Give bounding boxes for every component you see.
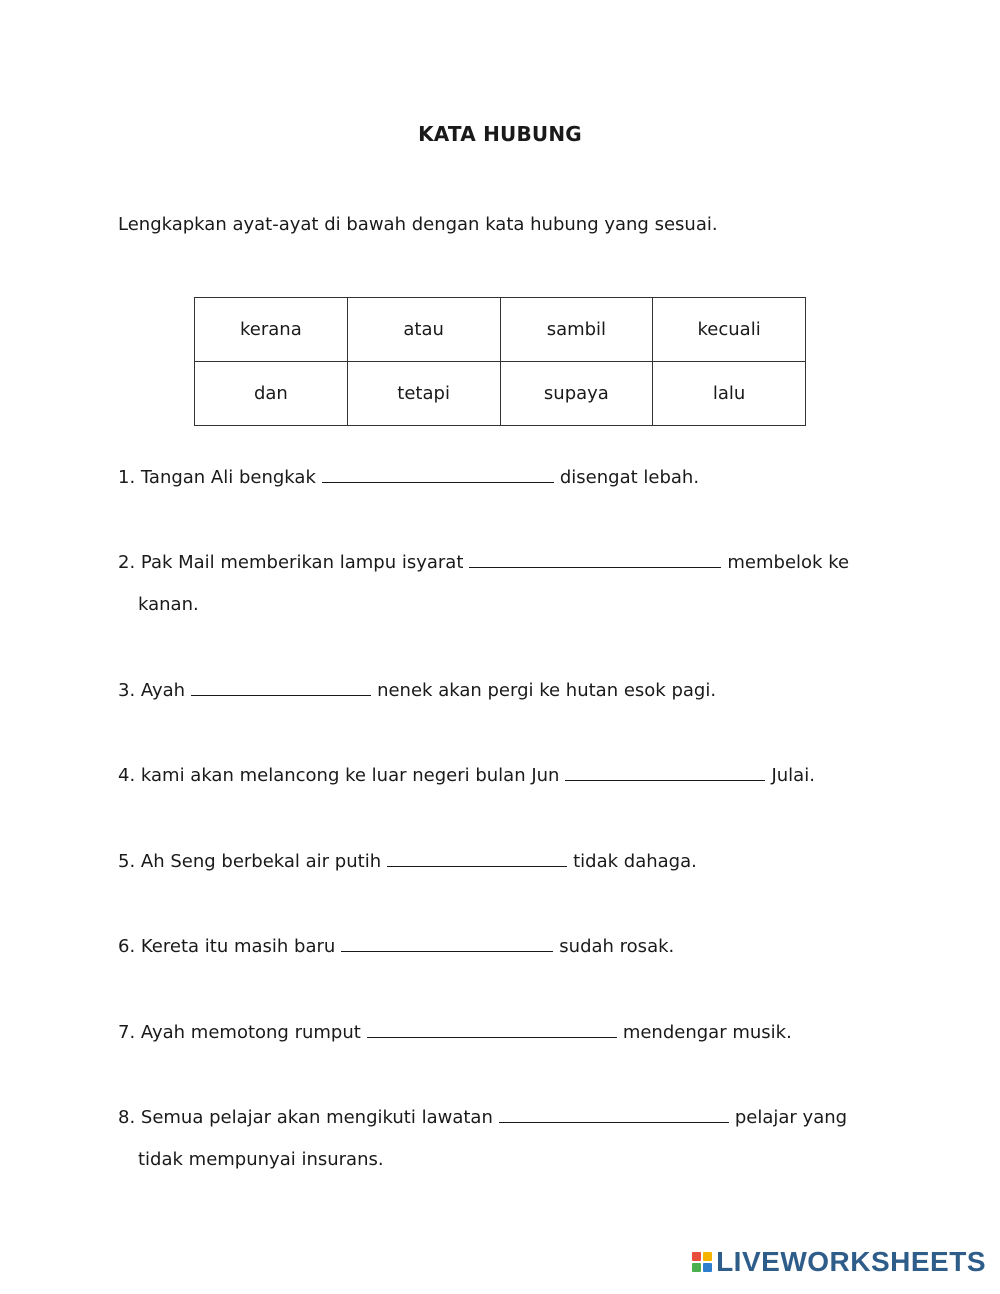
question-6 xyxy=(118,926,674,968)
word-bank-cell: kecuali xyxy=(653,298,806,362)
logo-mark-tile xyxy=(703,1252,712,1261)
answer-blank-3[interactable] xyxy=(191,673,371,696)
question-text: nenek akan pergi ke hutan esok pagi. xyxy=(377,680,717,701)
question-text: 1. Tangan Ali bengkak xyxy=(118,467,316,488)
logo-mark-icon xyxy=(692,1252,712,1272)
question-text: mendengar musik. xyxy=(622,1022,792,1043)
question-text: sudah rosak. xyxy=(559,936,675,957)
question-text: 6. Kereta itu masih baru xyxy=(118,936,336,957)
question-text: Julai. xyxy=(771,765,815,786)
logo-mark-tile xyxy=(692,1263,701,1272)
question-4 xyxy=(118,755,815,797)
word-bank-row xyxy=(195,362,806,426)
question-text: 3. Ayah xyxy=(118,680,186,701)
liveworksheets-logo xyxy=(692,1246,986,1278)
question-text: disengat lebah. xyxy=(559,467,700,488)
answer-blank-7[interactable] xyxy=(367,1015,617,1038)
worksheet-title: KATA HUBUNG xyxy=(418,122,582,146)
question-3 xyxy=(118,670,716,712)
answer-blank-8[interactable] xyxy=(499,1100,729,1123)
question-text: 2. Pak Mail memberikan lampu isyarat xyxy=(118,552,464,573)
answer-blank-1[interactable] xyxy=(322,460,554,483)
question-2 xyxy=(118,542,849,626)
question-text: 5. Ah Seng berbekal air putih xyxy=(118,851,382,872)
question-text: pelajar yang xyxy=(734,1107,848,1128)
word-bank-cell: tetapi xyxy=(347,362,500,426)
question-text: 4. kami akan melancong ke luar negeri bulan Jun xyxy=(118,765,560,786)
word-bank-cell: sambil xyxy=(500,298,653,362)
question-continuation: tidak mempunyai insurans. xyxy=(138,1149,384,1170)
question-7 xyxy=(118,1012,792,1054)
answer-blank-2[interactable] xyxy=(469,545,721,568)
word-bank-cell: kerana xyxy=(195,298,348,362)
logo-text: LIVEWORKSHEETS xyxy=(716,1246,986,1277)
word-bank-cell: lalu xyxy=(653,362,806,426)
question-text: tidak dahaga. xyxy=(573,851,697,872)
word-bank-table xyxy=(194,297,806,426)
word-bank-cell: supaya xyxy=(500,362,653,426)
word-bank-cell: atau xyxy=(347,298,500,362)
question-continuation: kanan. xyxy=(138,594,199,615)
word-bank-row xyxy=(195,298,806,362)
instruction-text: Lengkapkan ayat-ayat di bawah dengan kata hubung yang sesuai. xyxy=(118,214,718,235)
word-bank-cell: dan xyxy=(195,362,348,426)
logo-mark-tile xyxy=(692,1252,701,1261)
question-5 xyxy=(118,841,697,883)
question-text: 8. Semua pelajar akan mengikuti lawatan xyxy=(118,1107,493,1128)
question-text: membelok ke xyxy=(727,552,850,573)
question-1 xyxy=(118,457,699,499)
question-text: 7. Ayah memotong rumput xyxy=(118,1022,361,1043)
question-8 xyxy=(118,1097,847,1181)
logo-mark-tile xyxy=(703,1263,712,1272)
answer-blank-5[interactable] xyxy=(387,844,567,867)
answer-blank-6[interactable] xyxy=(341,929,553,952)
answer-blank-4[interactable] xyxy=(565,758,765,781)
